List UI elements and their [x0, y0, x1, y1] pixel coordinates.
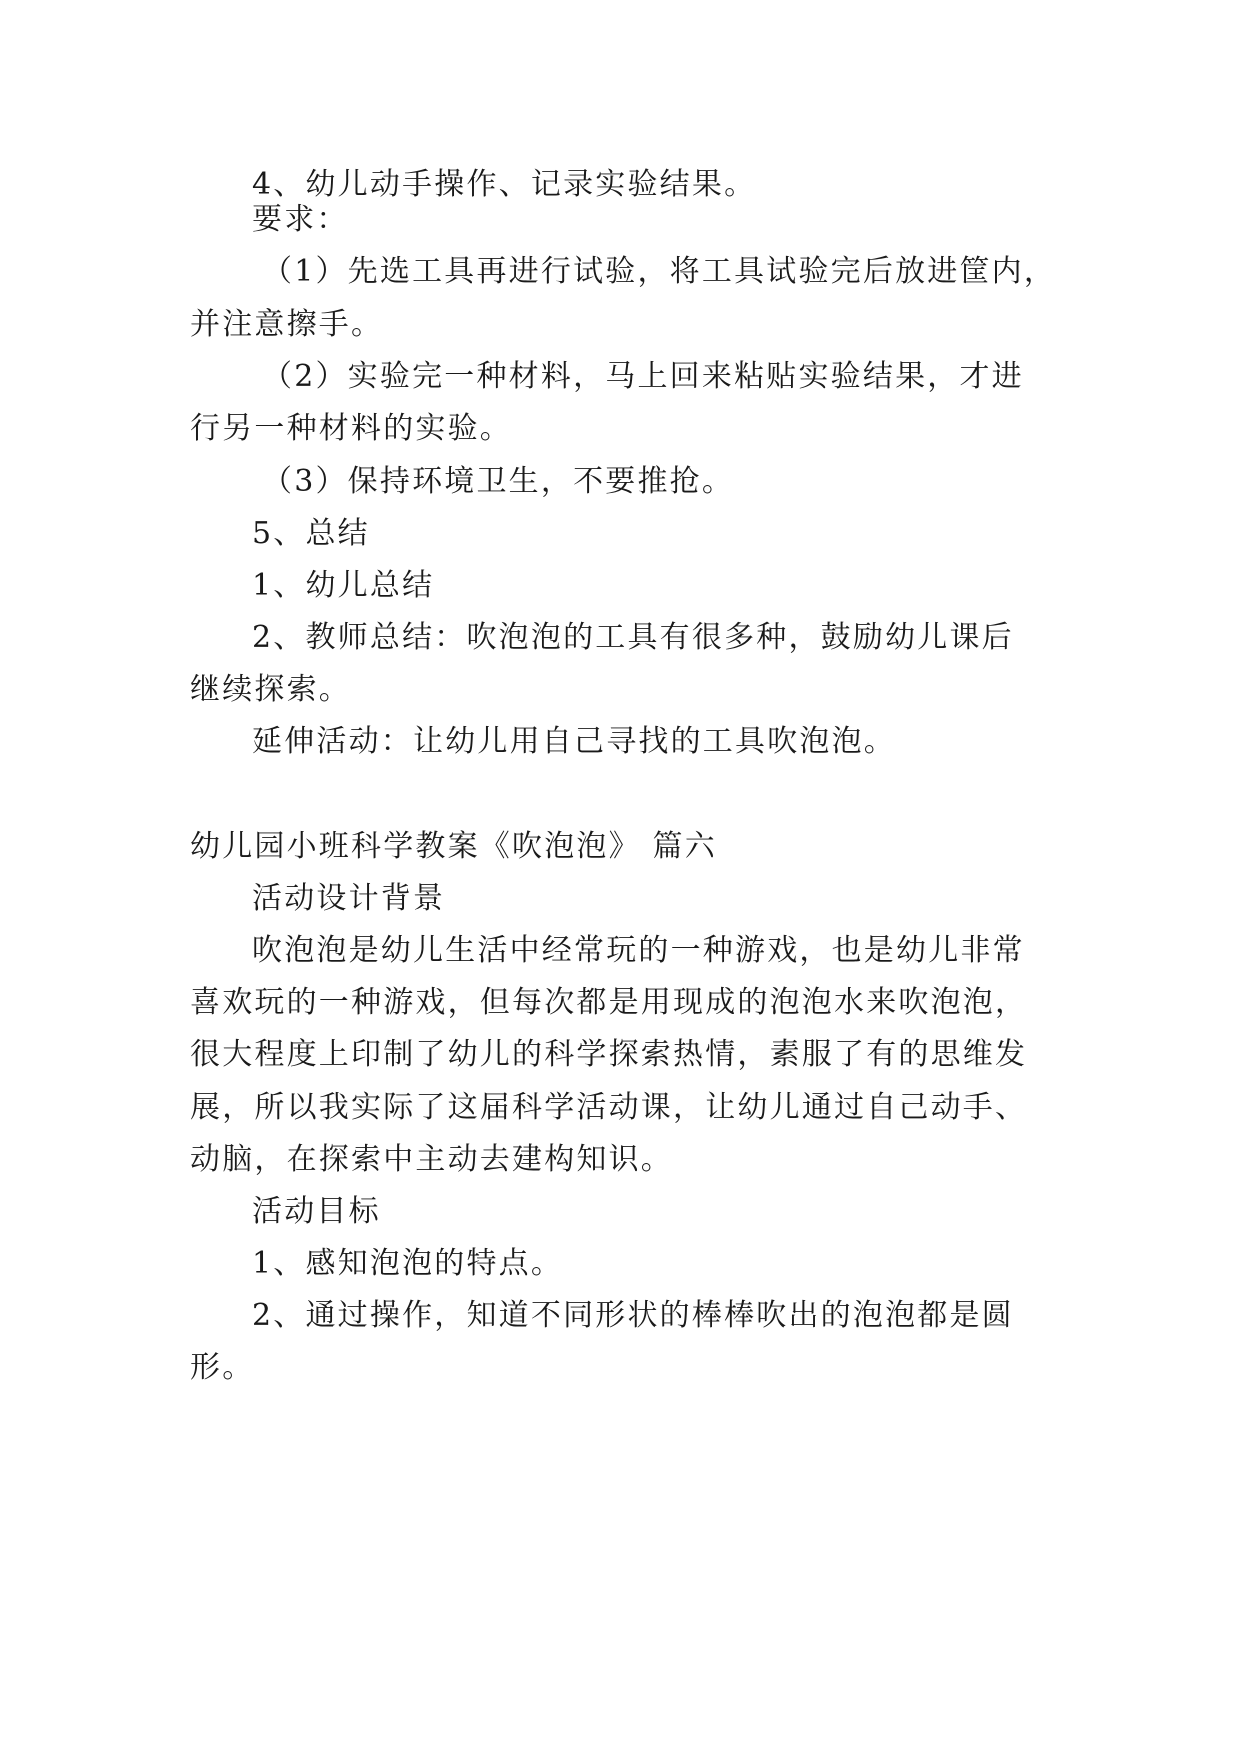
extension-activity-text: 延伸活动：让幼儿用自己寻找的工具吹泡泡。	[252, 724, 896, 759]
goal-2-line-2: 形。	[190, 1350, 255, 1385]
goal-2-line-1: 2、通过操作，知道不同形状的棒棒吹出的泡泡都是圆	[252, 1298, 1014, 1333]
step-4-text: 4、幼儿动手操作、记录实验结果。	[252, 167, 757, 202]
requirement-2-line-1: （2）实验完一种材料，马上回来粘贴实验结果，才进	[262, 359, 1024, 394]
requirements-heading: 要求：	[252, 202, 349, 237]
background-paragraph-line-1: 吹泡泡是幼儿生活中经常玩的一种游戏，也是幼儿非常	[252, 933, 1025, 968]
step-5-heading: 5、总结	[252, 516, 370, 551]
requirement-1-line-2: 并注意擦手。	[190, 307, 384, 342]
summary-item-2-line-2: 继续探索。	[190, 672, 351, 707]
requirement-2-line-2: 行另一种材料的实验。	[190, 411, 512, 446]
requirement-1-line-1: （1）先选工具再进行试验，将工具试验完后放进筐内，	[262, 254, 1057, 289]
summary-item-1: 1、幼儿总结	[252, 568, 435, 603]
background-paragraph-line-3: 很大程度上印制了幼儿的科学探索热情，素服了有的思维发	[190, 1037, 1028, 1072]
requirement-3-text: （3）保持环境卫生，不要推抢。	[262, 464, 735, 499]
summary-item-2-line-1: 2、教师总结：吹泡泡的工具有很多种，鼓励幼儿课后	[252, 620, 1014, 655]
goal-1-text: 1、感知泡泡的特点。	[252, 1246, 564, 1281]
background-paragraph-line-2: 喜欢玩的一种游戏，但每次都是用现成的泡泡水来吹泡泡，	[190, 985, 1028, 1020]
background-paragraph-line-4: 展，所以我实际了这届科学活动课，让幼儿通过自己动手、	[190, 1090, 1028, 1125]
background-paragraph-line-5: 动脑，在探索中主动去建构知识。	[190, 1142, 673, 1177]
goals-heading: 活动目标	[252, 1194, 381, 1229]
section-title: 幼儿园小班科学教案《吹泡泡》 篇六	[190, 829, 717, 864]
background-heading: 活动设计背景	[252, 881, 446, 916]
